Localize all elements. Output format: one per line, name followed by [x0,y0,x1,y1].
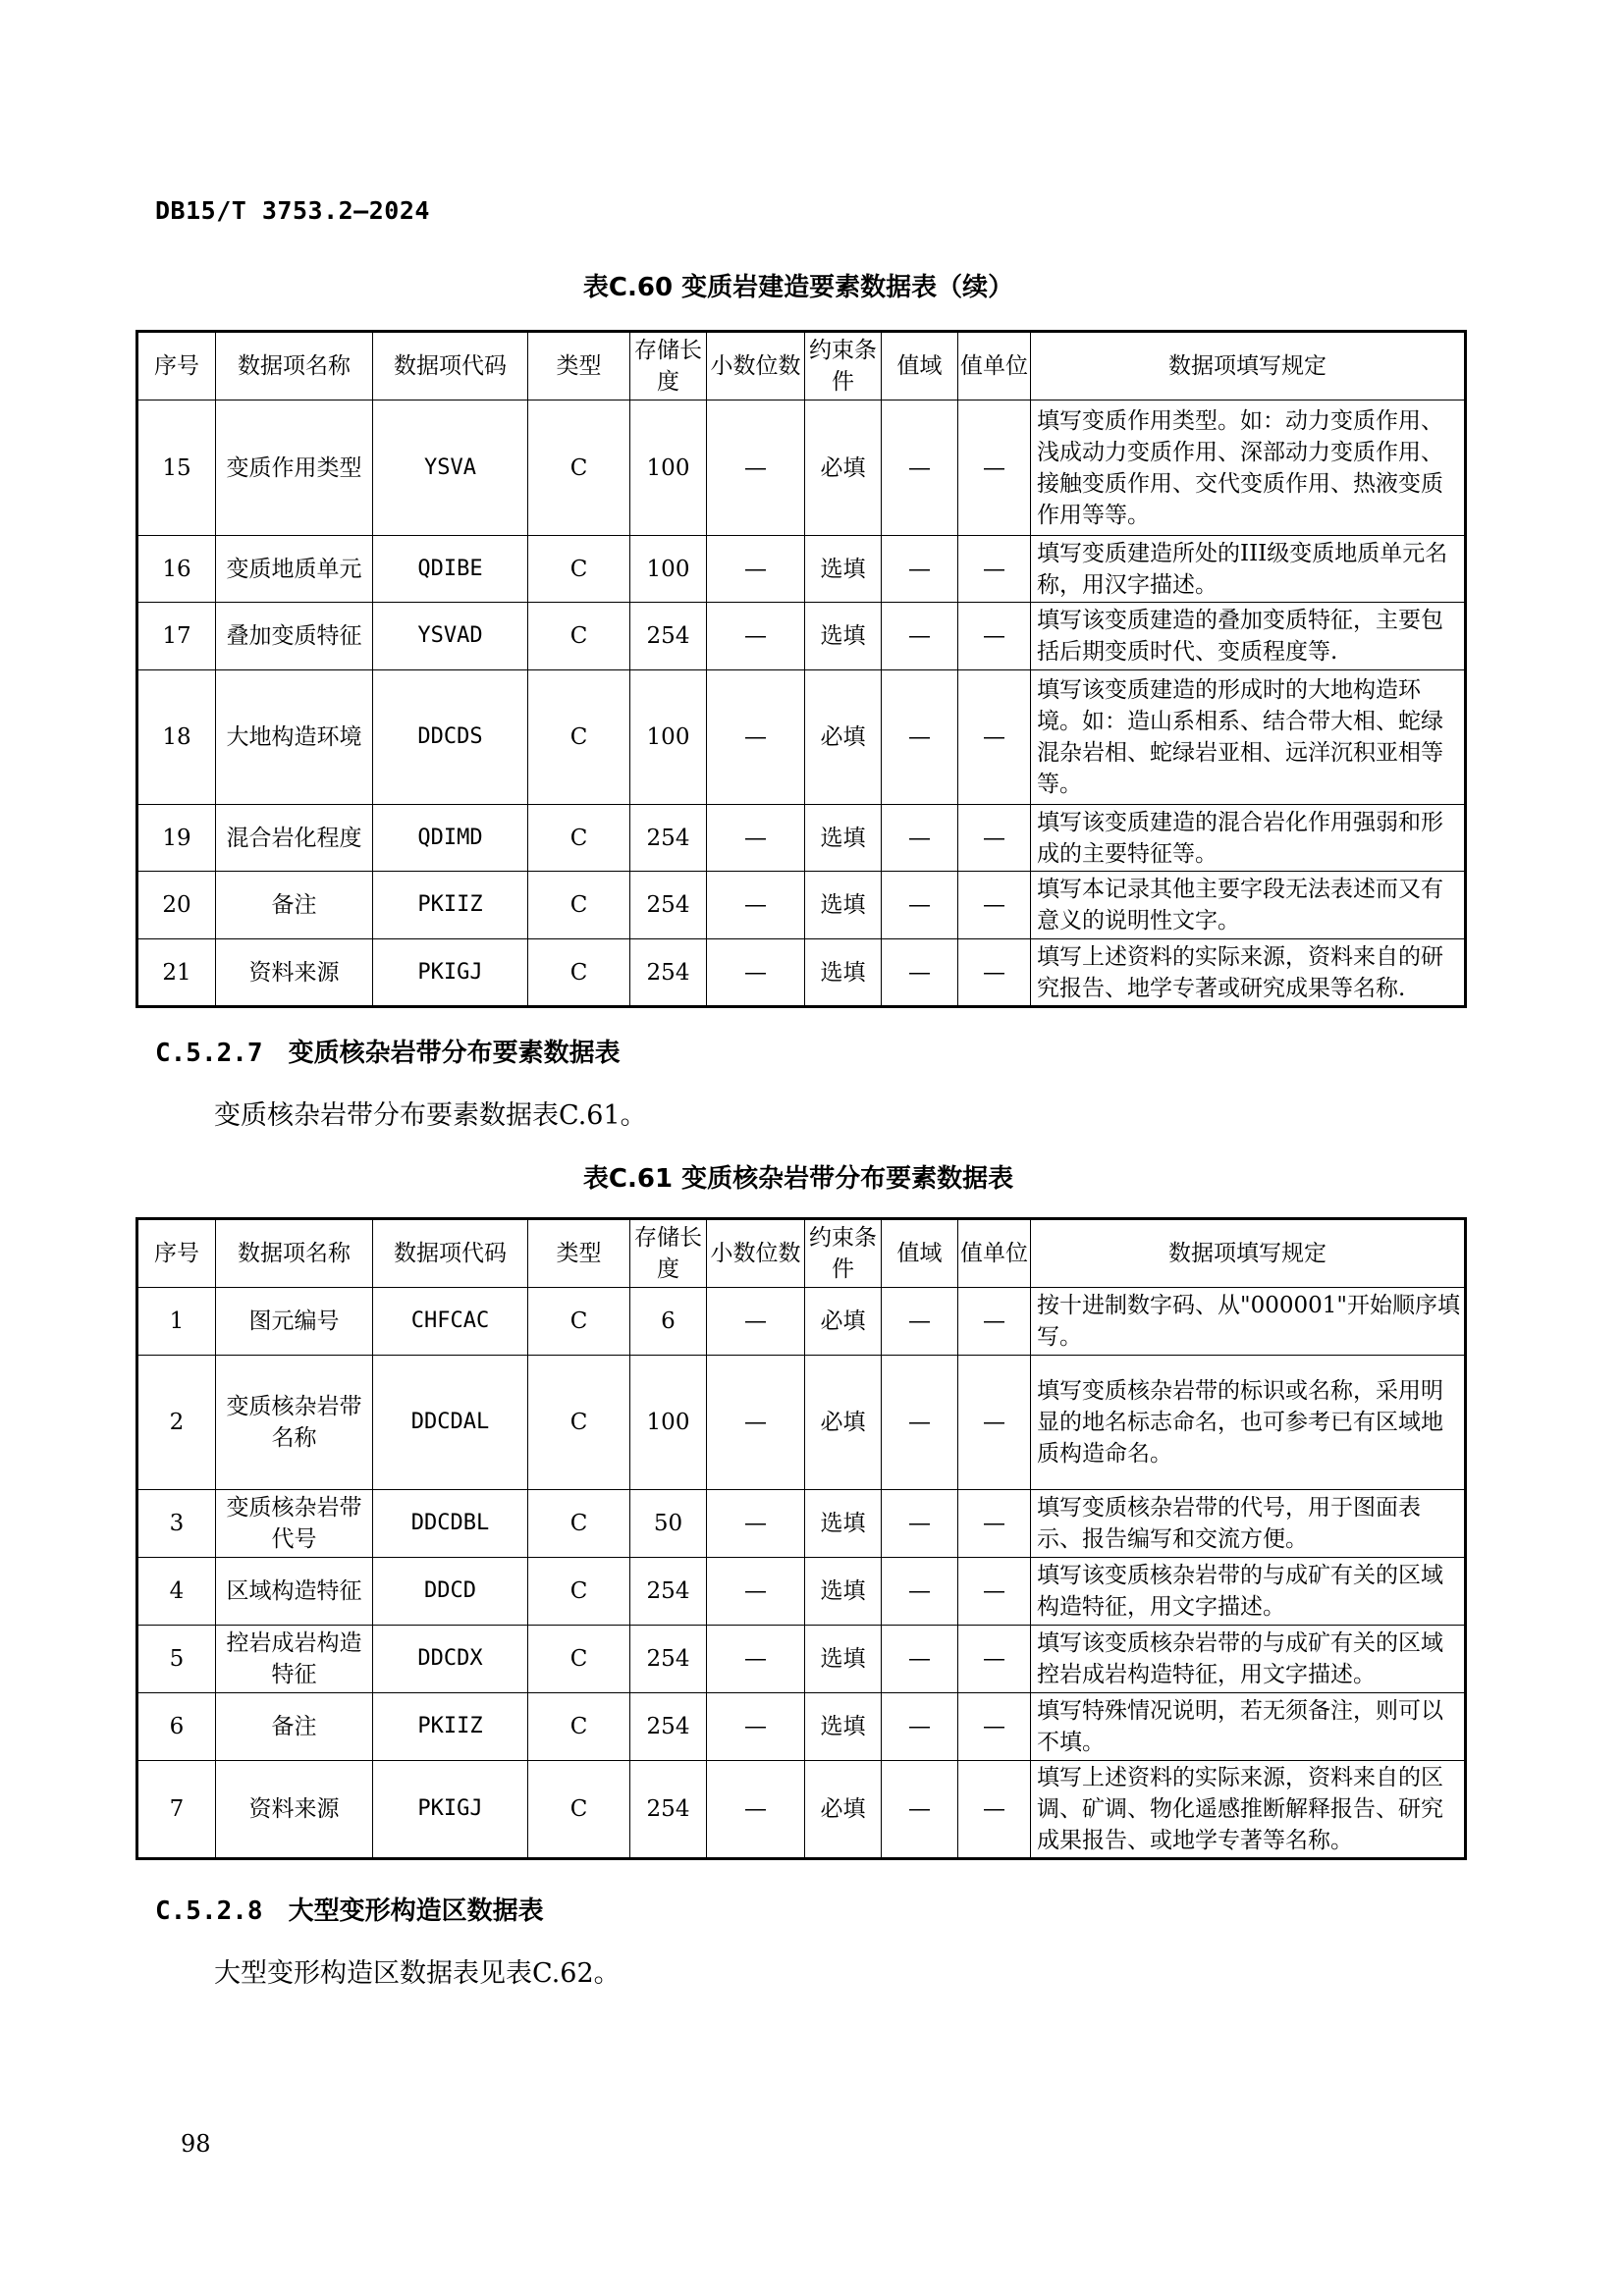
cell-constraint: 选填 [805,1626,882,1693]
section-c528-paragraph: 大型变形构造区数据表见表C.62。 [214,1958,621,1989]
cell-no: 7 [137,1761,216,1859]
cell-unit: — [958,805,1031,872]
cell-constraint: 选填 [805,1490,882,1558]
cell-type: C [528,1558,630,1626]
col-header-name: 数据项名称 [216,1219,373,1288]
cell-name: 大地构造环境 [216,670,373,805]
cell-domain: — [882,872,958,939]
cell-decimals: — [707,670,805,805]
table-row [137,939,1466,1007]
cell-rule: 填写本记录其他主要字段无法表述而又有意义的说明性文字。 [1031,872,1466,939]
cell-no: 5 [137,1626,216,1693]
cell-unit: — [958,1490,1031,1558]
cell-decimals: — [707,805,805,872]
cell-name: 资料来源 [216,939,373,1007]
cell-name: 混合岩化程度 [216,805,373,872]
cell-domain: — [882,1626,958,1693]
cell-constraint: 必填 [805,1761,882,1859]
cell-decimals: — [707,872,805,939]
col-header-domain: 值域 [882,1219,958,1288]
cell-name: 叠加变质特征 [216,603,373,670]
table-header-row [137,332,1466,400]
cell-domain: — [882,939,958,1007]
cell-unit: — [958,1761,1031,1859]
table-row [137,1490,1466,1558]
cell-length: 254 [630,1761,707,1859]
col-header-unit: 值单位 [958,332,1031,400]
cell-name: 控岩成岩构造特征 [216,1626,373,1693]
cell-rule: 填写特殊情况说明，若无须备注，则可以不填。 [1031,1693,1466,1761]
cell-constraint: 选填 [805,1558,882,1626]
cell-length: 254 [630,603,707,670]
cell-code: YSVAD [373,603,528,670]
cell-type: C [528,603,630,670]
cell-decimals: — [707,603,805,670]
cell-length: 50 [630,1490,707,1558]
col-header-unit: 值单位 [958,1219,1031,1288]
cell-code: PKIGJ [373,939,528,1007]
cell-length: 100 [630,1356,707,1490]
cell-constraint: 选填 [805,939,882,1007]
cell-unit: — [958,1693,1031,1761]
cell-rule: 填写变质建造所处的III级变质地质单元名称，用汉字描述。 [1031,536,1466,603]
cell-type: C [528,1356,630,1490]
table-row [137,670,1466,805]
table-row [137,1558,1466,1626]
cell-rule: 填写该变质建造的叠加变质特征，主要包括后期变质时代、变质程度等. [1031,603,1466,670]
table-header-row [137,1219,1466,1288]
cell-decimals: — [707,1626,805,1693]
cell-rule: 填写该变质核杂岩带的与成矿有关的区域控岩成岩构造特征，用文字描述。 [1031,1626,1466,1693]
cell-name: 变质地质单元 [216,536,373,603]
col-header-decimals: 小数位数 [707,332,805,400]
cell-code: PKIGJ [373,1761,528,1859]
cell-rule: 填写变质核杂岩带的代号，用于图面表示、报告编写和交流方便。 [1031,1490,1466,1558]
col-header-decimals: 小数位数 [707,1219,805,1288]
page-number: 98 [181,2130,211,2158]
cell-no: 17 [137,603,216,670]
cell-domain: — [882,670,958,805]
table-c61-caption: 表C.61 变质核杂岩带分布要素数据表 [582,1164,1014,1194]
table-row [137,603,1466,670]
cell-name: 图元编号 [216,1288,373,1356]
cell-name: 变质核杂岩带名称 [216,1356,373,1490]
cell-code: DDCD [373,1558,528,1626]
col-header-rule: 数据项填写规定 [1031,332,1466,400]
col-header-no: 序号 [137,1219,216,1288]
cell-unit: — [958,1626,1031,1693]
cell-rule: 填写变质核杂岩带的标识或名称，采用明显的地名标志命名，也可参考已有区域地质构造命名。 [1031,1356,1466,1490]
cell-no: 4 [137,1558,216,1626]
cell-unit: — [958,872,1031,939]
cell-domain: — [882,400,958,536]
cell-constraint: 必填 [805,1356,882,1490]
cell-type: C [528,536,630,603]
document-code: DB15/T 3753.2—2024 [155,196,430,225]
cell-no: 3 [137,1490,216,1558]
cell-unit: — [958,1356,1031,1490]
cell-code: QDIMD [373,805,528,872]
cell-length: 254 [630,1693,707,1761]
cell-unit: — [958,1288,1031,1356]
table-row [137,1626,1466,1693]
cell-no: 19 [137,805,216,872]
table-row [137,536,1466,603]
cell-unit: — [958,670,1031,805]
cell-rule: 填写该变质建造的混合岩化作用强弱和形成的主要特征等。 [1031,805,1466,872]
section-number: C.5.2.7 [155,1039,263,1068]
cell-length: 100 [630,536,707,603]
cell-code: DDCDBL [373,1490,528,1558]
col-header-constraint: 约束条件 [805,1219,882,1288]
cell-domain: — [882,1558,958,1626]
col-header-name: 数据项名称 [216,332,373,400]
col-header-length: 存储长度 [630,332,707,400]
table-row [137,1693,1466,1761]
cell-domain: — [882,536,958,603]
cell-decimals: — [707,1288,805,1356]
cell-constraint: 选填 [805,603,882,670]
section-heading-c528 [155,1891,544,1927]
section-c527-paragraph: 变质核杂岩带分布要素数据表C.61。 [214,1100,647,1131]
cell-constraint: 必填 [805,400,882,536]
table-row [137,805,1466,872]
cell-unit: — [958,939,1031,1007]
cell-decimals: — [707,1490,805,1558]
table-c61 [135,1217,1467,1860]
cell-no: 15 [137,400,216,536]
cell-name: 备注 [216,872,373,939]
table-row [137,872,1466,939]
section-heading-c527 [155,1033,621,1069]
col-header-length: 存储长度 [630,1219,707,1288]
cell-type: C [528,872,630,939]
col-header-rule: 数据项填写规定 [1031,1219,1466,1288]
cell-type: C [528,939,630,1007]
cell-rule: 按十进制数字码、从"000001"开始顺序填写。 [1031,1288,1466,1356]
cell-length: 254 [630,805,707,872]
cell-decimals: — [707,1761,805,1859]
cell-length: 254 [630,1558,707,1626]
cell-no: 6 [137,1693,216,1761]
col-header-no: 序号 [137,332,216,400]
cell-domain: — [882,1356,958,1490]
cell-domain: — [882,1693,958,1761]
cell-rule: 填写该变质核杂岩带的与成矿有关的区域构造特征，用文字描述。 [1031,1558,1466,1626]
col-header-code: 数据项代码 [373,332,528,400]
section-number: C.5.2.8 [155,1896,263,1926]
cell-length: 254 [630,939,707,1007]
col-header-constraint: 约束条件 [805,332,882,400]
cell-type: C [528,1288,630,1356]
cell-constraint: 选填 [805,1693,882,1761]
col-header-type: 类型 [528,1219,630,1288]
cell-constraint: 必填 [805,1288,882,1356]
cell-code: DDCDS [373,670,528,805]
cell-name: 备注 [216,1693,373,1761]
cell-length: 254 [630,1626,707,1693]
cell-length: 254 [630,872,707,939]
cell-decimals: — [707,1356,805,1490]
col-header-code: 数据项代码 [373,1219,528,1288]
cell-code: DDCDX [373,1626,528,1693]
section-title: 大型变形构造区数据表 [288,1896,544,1926]
cell-domain: — [882,805,958,872]
cell-decimals: — [707,400,805,536]
cell-decimals: — [707,1693,805,1761]
cell-length: 6 [630,1288,707,1356]
table-row [137,400,1466,536]
col-header-type: 类型 [528,332,630,400]
cell-no: 1 [137,1288,216,1356]
cell-unit: — [958,536,1031,603]
col-header-domain: 值域 [882,332,958,400]
section-title: 变质核杂岩带分布要素数据表 [288,1039,621,1068]
cell-type: C [528,1490,630,1558]
cell-no: 18 [137,670,216,805]
cell-no: 2 [137,1356,216,1490]
cell-domain: — [882,1490,958,1558]
cell-no: 21 [137,939,216,1007]
cell-decimals: — [707,536,805,603]
table-row [137,1356,1466,1490]
cell-name: 变质作用类型 [216,400,373,536]
cell-name: 变质核杂岩带代号 [216,1490,373,1558]
table-c60-caption: 表C.60 变质岩建造要素数据表（续） [582,273,1014,302]
cell-no: 16 [137,536,216,603]
cell-type: C [528,805,630,872]
cell-length: 100 [630,400,707,536]
cell-name: 资料来源 [216,1761,373,1859]
cell-domain: — [882,1761,958,1859]
cell-unit: — [958,400,1031,536]
cell-rule: 填写变质作用类型。如：动力变质作用、浅成动力变质作用、深部动力变质作用、接触变质作用、交代变质作用、热液变质作用等等。 [1031,400,1466,536]
cell-decimals: — [707,939,805,1007]
cell-rule: 填写该变质建造的形成时的大地构造环境。如：造山系相系、结合带大相、蛇绿混杂岩相、蛇绿岩亚相、远洋沉积亚相等等。 [1031,670,1466,805]
cell-decimals: — [707,1558,805,1626]
cell-no: 20 [137,872,216,939]
cell-type: C [528,670,630,805]
cell-type: C [528,1693,630,1761]
table-row [137,1288,1466,1356]
cell-name: 区域构造特征 [216,1558,373,1626]
cell-constraint: 选填 [805,872,882,939]
cell-type: C [528,1761,630,1859]
cell-code: CHFCAC [373,1288,528,1356]
cell-code: QDIBE [373,536,528,603]
cell-type: C [528,400,630,536]
cell-unit: — [958,603,1031,670]
cell-unit: — [958,1558,1031,1626]
table-c60 [135,330,1467,1008]
cell-code: YSVA [373,400,528,536]
cell-domain: — [882,603,958,670]
cell-code: PKIIZ [373,872,528,939]
cell-length: 100 [630,670,707,805]
cell-constraint: 选填 [805,805,882,872]
table-row [137,1761,1466,1859]
cell-constraint: 选填 [805,536,882,603]
cell-constraint: 必填 [805,670,882,805]
cell-domain: — [882,1288,958,1356]
cell-type: C [528,1626,630,1693]
cell-rule: 填写上述资料的实际来源，资料来自的研究报告、地学专著或研究成果等名称. [1031,939,1466,1007]
cell-rule: 填写上述资料的实际来源，资料来自的区调、矿调、物化遥感推断解释报告、研究成果报告、或地学专著等名称。 [1031,1761,1466,1859]
cell-code: DDCDAL [373,1356,528,1490]
cell-code: PKIIZ [373,1693,528,1761]
